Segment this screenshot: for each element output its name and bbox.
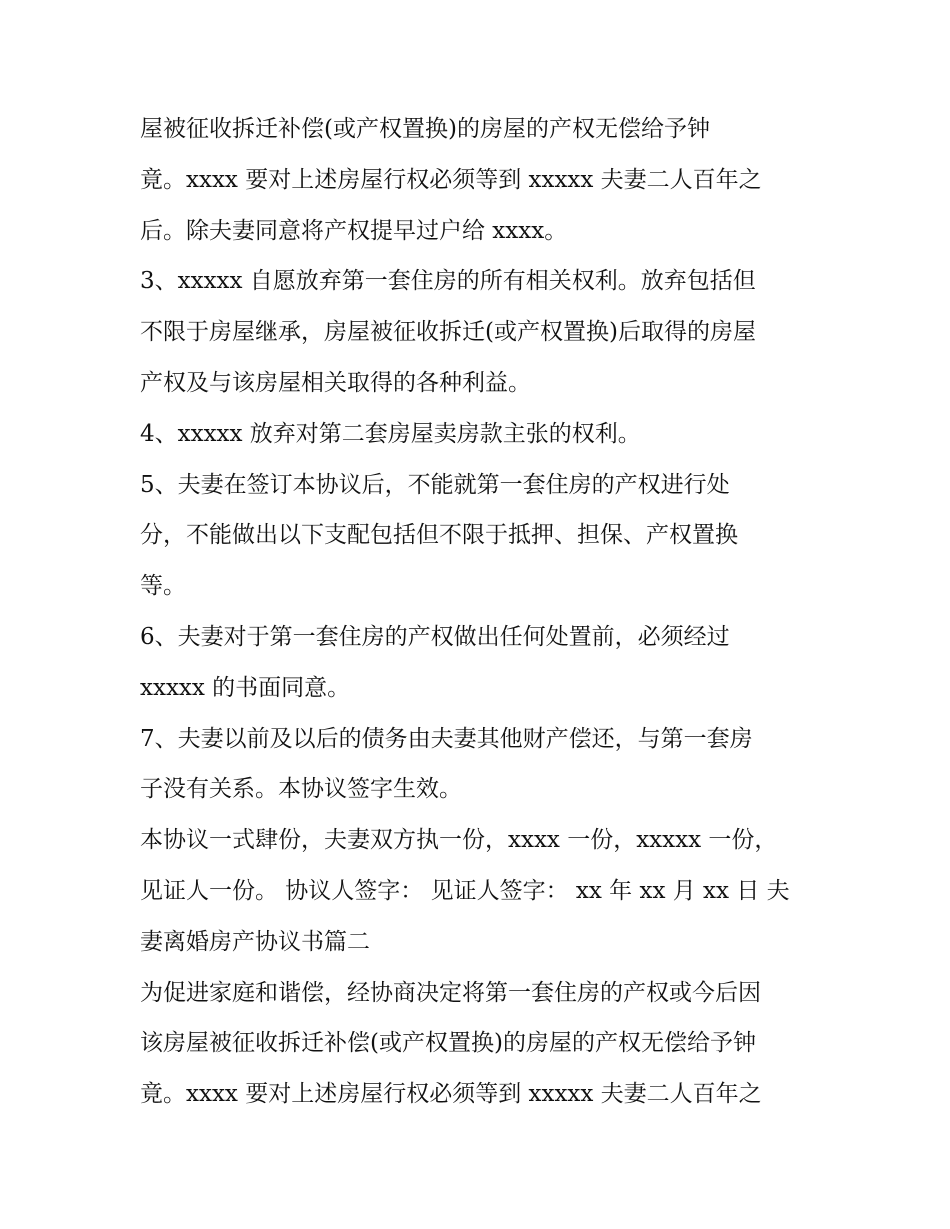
text-line: 6、夫妻对于第一套住房的产权做出任何处置前，必须经过 xyxy=(140,623,730,650)
text-line: 该房屋被征收拆迁补偿(或产权置换)的房屋的产权无偿给予钟 xyxy=(140,1030,756,1057)
text-line: 见证人一份。 协议人签字： 见证人签字： xx 年 xx 月 xx 日 夫 xyxy=(140,877,790,904)
text-line: 竟。xxxx 要对上述房屋行权必须等到 xxxxx 夫妻二人百年之 xyxy=(140,1081,762,1108)
text-line: 5、夫妻在签订本协议后，不能就第一套住房的产权进行处 xyxy=(140,471,730,498)
document-body xyxy=(140,104,830,1120)
text-line: 等。 xyxy=(140,573,186,600)
text-line: 后。除夫妻同意将产权提早过户给 xxxx。 xyxy=(140,217,568,244)
text-line: 不限于房屋继承，房屋被征收拆迁(或产权置换)后取得的房屋 xyxy=(140,319,756,346)
text-line: 产权及与该房屋相关取得的各种利益。 xyxy=(140,369,531,396)
text-line: 屋被征收拆迁补偿(或产权置换)的房屋的产权无偿给予钟 xyxy=(140,116,710,142)
text-line: 为促进家庭和谐偿，经协商决定将第一套住房的产权或今后因 xyxy=(140,979,761,1006)
text-line: 子没有关系。本协议签字生效。 xyxy=(140,776,462,803)
section-heading-line: 妻离婚房产协议书篇二 xyxy=(140,928,370,955)
text-line: 本协议一式肆份，夫妻双方执一份，xxxx 一份，xxxxx 一份， xyxy=(140,827,778,854)
text-line: 3、xxxxx 自愿放弃第一套住房的所有相关权利。放弃包括但 xyxy=(140,268,756,295)
text-line: 竟。xxxx 要对上述房屋行权必须等到 xxxxx 夫妻二人百年之 xyxy=(140,166,762,193)
text-line: xxxxx 的书面同意。 xyxy=(140,674,351,701)
text-line: 4、xxxxx 放弃对第二套房屋卖房款主张的权利。 xyxy=(140,420,641,447)
text-line: 7、夫妻以前及以后的债务由夫妻其他财产偿还，与第一套房 xyxy=(140,725,753,752)
text-line: 分，不能做出以下支配包括但不限于抵押、担保、产权置换 xyxy=(140,522,738,549)
